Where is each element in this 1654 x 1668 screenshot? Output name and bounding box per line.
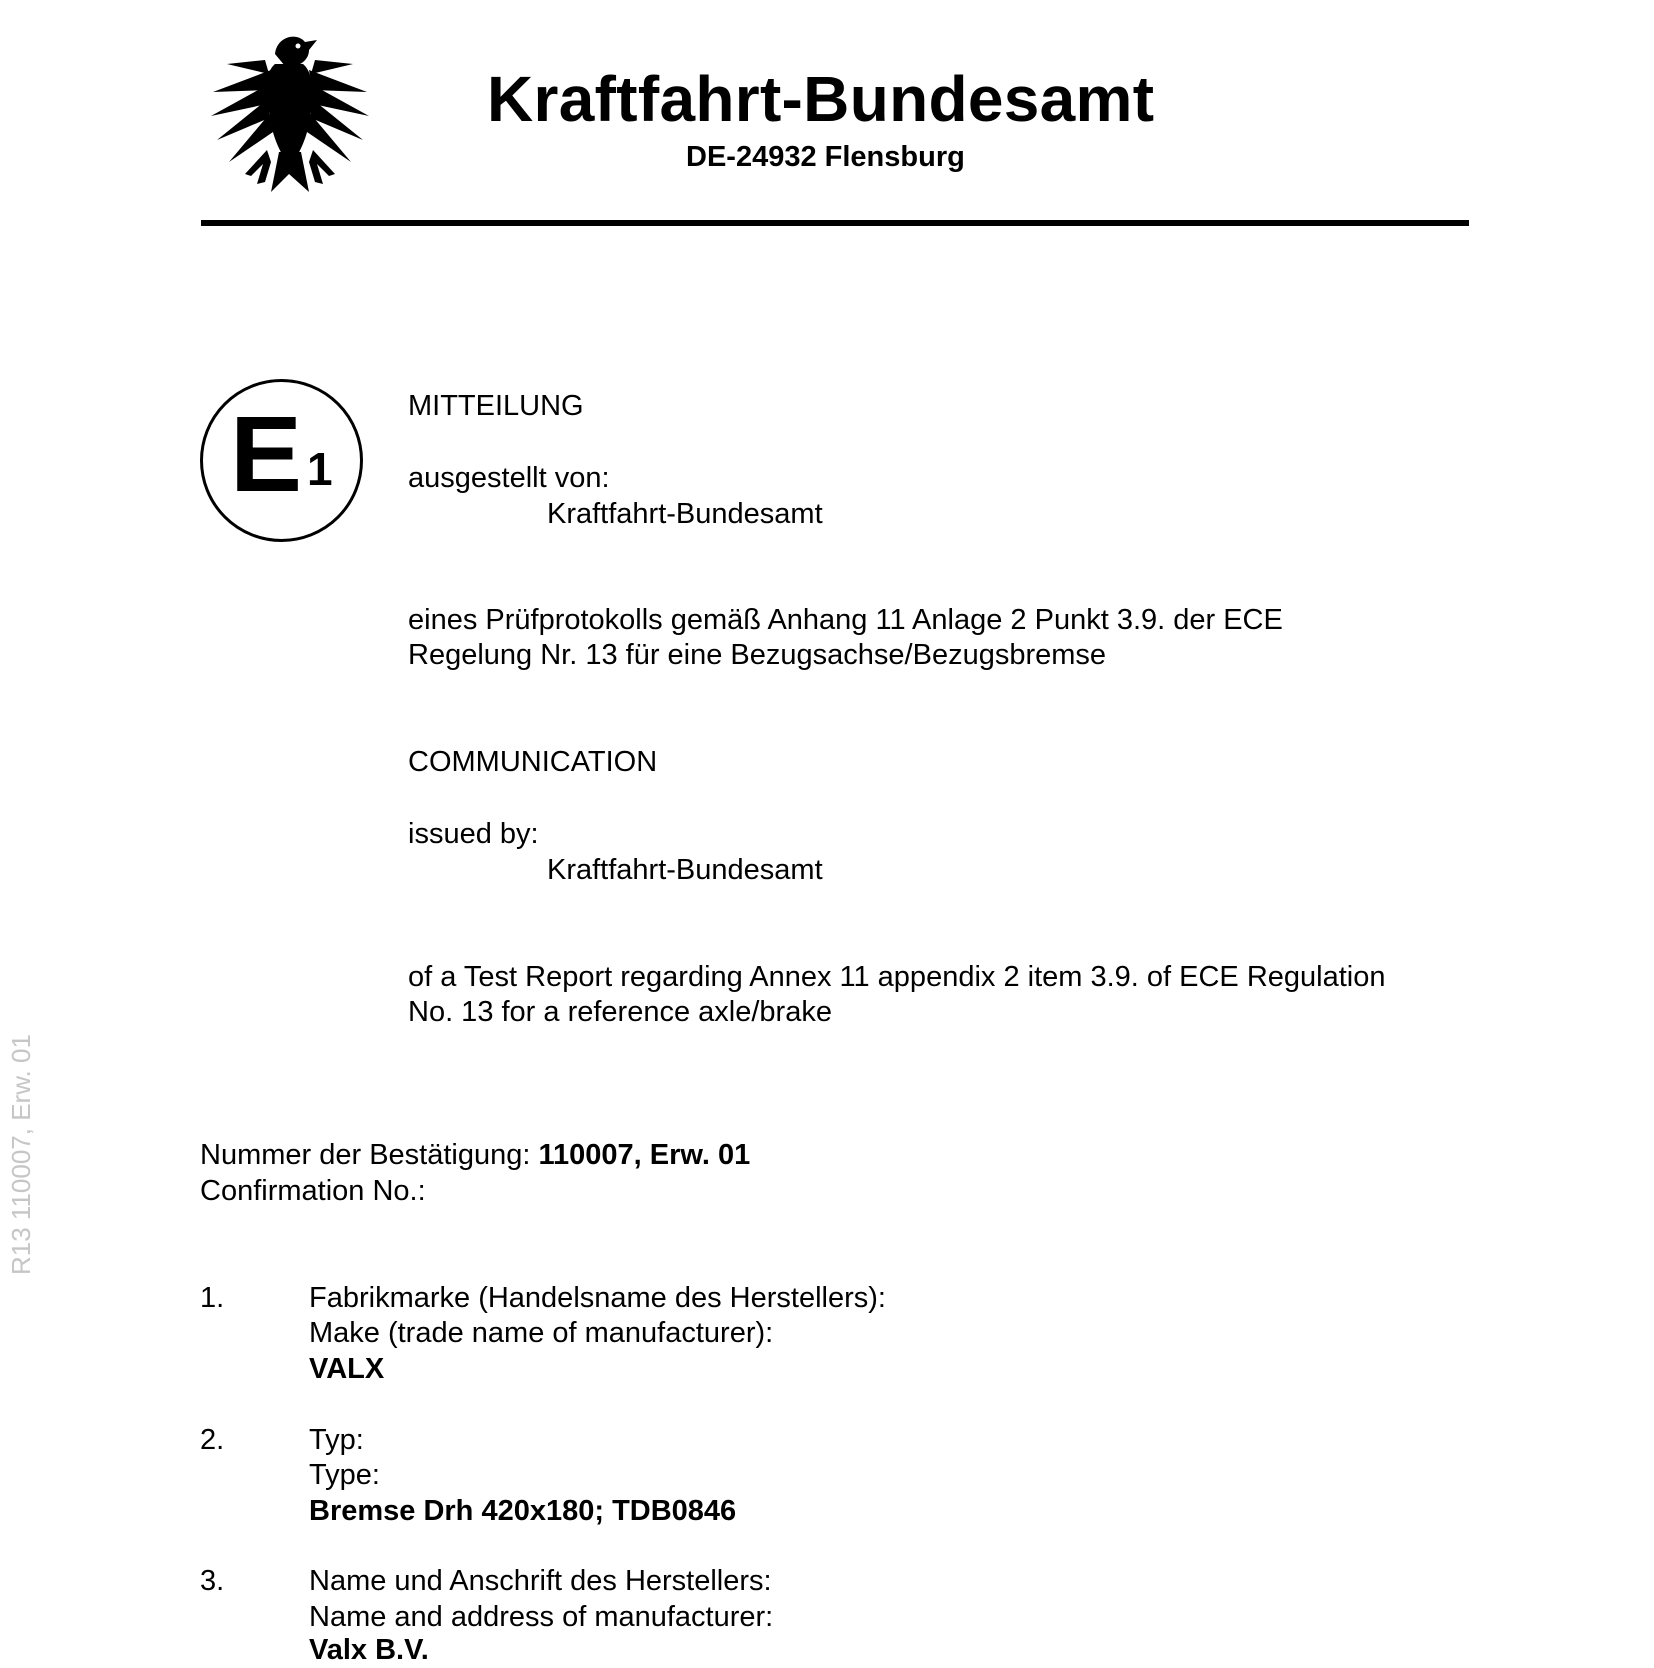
document-reference-watermark: R13 110007, Erw. 01 — [6, 1034, 36, 1275]
confirmation-label-english: Confirmation No.: — [200, 1175, 426, 1207]
item-value-make: VALX — [309, 1353, 385, 1385]
e-mark-number: 1 — [307, 443, 333, 495]
subject-german-line-1: eines Prüfprotokolls gemäß Anhang 11 Anlage 2 Punkt 3.9. der ECE — [408, 604, 1283, 636]
e1-approval-mark — [200, 379, 363, 542]
header-divider — [201, 220, 1469, 226]
e-mark-letter: E — [230, 393, 303, 514]
issuer-english: Kraftfahrt-Bundesamt — [547, 854, 823, 886]
subject-english-line-1: of a Test Report regarding Annex 11 appendix 2 item 3.9. of ECE Regulation — [408, 961, 1386, 993]
issued-by-label-english: issued by: — [408, 818, 539, 850]
confirmation-number: 110007, Erw. 01 — [538, 1139, 751, 1171]
item-label-english: Make (trade name of manufacturer): — [309, 1317, 774, 1349]
heading-german: MITTEILUNG — [408, 390, 584, 422]
item-number: 3. — [200, 1565, 225, 1597]
item-label-english: Type: — [309, 1459, 380, 1491]
agency-title: Kraftfahrt-Bundesamt — [487, 63, 1155, 135]
item-label-german: Fabrikmarke (Handelsname des Herstellers): — [309, 1282, 886, 1314]
issuer-german: Kraftfahrt-Bundesamt — [547, 498, 823, 530]
item-value-manufacturer: Valx B.V. — [309, 1634, 429, 1666]
item-label-german: Typ: — [309, 1424, 364, 1456]
item-number: 2. — [200, 1424, 225, 1456]
federal-eagle-emblem-icon — [205, 24, 375, 196]
agency-address: DE-24932 Flensburg — [686, 141, 965, 173]
item-number: 1. — [200, 1282, 225, 1314]
item-label-german: Name und Anschrift des Herstellers: — [309, 1565, 772, 1597]
confirmation-label-german — [200, 1138, 750, 1173]
subject-english-line-2: No. 13 for a reference axle/brake — [408, 996, 832, 1028]
confirmation-label-text: Nummer der Bestätigung: — [200, 1139, 531, 1171]
item-value-type: Bremse Drh 420x180; TDB0846 — [309, 1495, 737, 1527]
heading-english: COMMUNICATION — [408, 746, 658, 778]
subject-german-line-2: Regelung Nr. 13 für eine Bezugsachse/Bezugsbremse — [408, 639, 1107, 671]
issued-by-label-german: ausgestellt von: — [408, 462, 610, 494]
item-label-english: Name and address of manufacturer: — [309, 1601, 774, 1633]
